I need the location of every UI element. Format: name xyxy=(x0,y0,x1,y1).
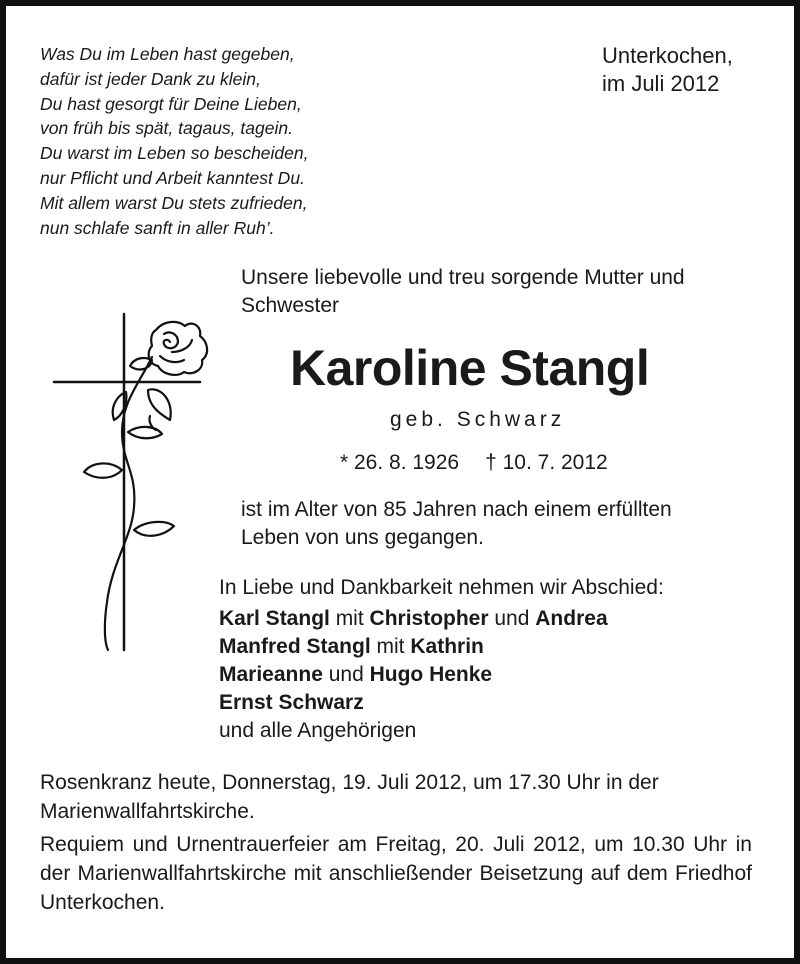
poem-line: Was Du im Leben hast gegeben, xyxy=(40,44,295,64)
mourner-name: Ernst Schwarz xyxy=(219,691,364,714)
death-date: † 10. 7. 2012 xyxy=(485,451,608,474)
maiden-name: geb. Schwarz xyxy=(390,408,566,431)
rosary-notice: Rosenkranz heute, Donnerstag, 19. Juli 2012, um 17.30 Uhr in der Marienwallfahrtskirche. xyxy=(40,771,659,823)
connector: und xyxy=(322,663,370,686)
place-date xyxy=(602,42,733,98)
poem-line: von früh bis spät, tagaus, tagein. xyxy=(40,118,293,139)
connector: und xyxy=(488,607,536,630)
mourner-line: und alle Angehörigen xyxy=(219,719,417,742)
publication-date: im Juli 2012 xyxy=(602,71,720,96)
mourner-line xyxy=(219,689,608,717)
mourner-name: Marieanne xyxy=(219,663,323,686)
intro-text: Unsere liebevolle und treu sorgende Mutter und Schwester xyxy=(241,266,685,317)
birth-date: * 26. 8. 1926 xyxy=(340,451,460,474)
poem-line: nur Pflicht und Arbeit kanntest Du. xyxy=(40,167,305,188)
place-name: Unterkochen, xyxy=(602,43,733,68)
poem-line: nun schlafe sanft in aller Ruh’. xyxy=(40,217,275,238)
requiem-notice: Requiem und Urnentrauerfeier am Freitag, 20. Juli 2012, um 10.30 Uhr in der Marienwallfahrtskirche mit anschließender Beisetzung auf dem Friedhof Unterkochen. xyxy=(40,833,752,914)
mourner-name: Kathrin xyxy=(410,635,484,658)
poem-line: Mit allem warst Du stets zufrieden, xyxy=(40,192,308,213)
cross-with-rose-icon xyxy=(52,312,222,657)
connector: mit xyxy=(329,607,370,630)
poem-line: Du hast gesorgt für Deine Lieben, xyxy=(40,93,302,114)
mourner-name: Christopher xyxy=(369,607,489,630)
mourner-name: Karl Stangl xyxy=(219,607,330,630)
poem-line: Du warst im Leben so bescheiden, xyxy=(40,143,309,164)
deceased-name: Karoline Stangl xyxy=(290,340,650,396)
poem xyxy=(40,42,308,240)
mourner-name: Manfred Stangl xyxy=(219,635,371,658)
mourner-name: Hugo Henke xyxy=(369,663,493,686)
mourners-list xyxy=(219,605,608,745)
mourner-name: Andrea xyxy=(535,607,608,630)
age-text: ist im Alter von 85 Jahren nach einem erfüllten Leben von uns gegangen. xyxy=(241,498,672,549)
mourner-line xyxy=(219,661,608,689)
mourner-line xyxy=(219,633,608,661)
life-dates xyxy=(340,449,608,477)
connector: mit xyxy=(370,635,411,658)
mourner-line xyxy=(219,605,608,633)
poem-line: dafür ist jeder Dank zu klein, xyxy=(40,68,261,89)
farewell-intro: In Liebe und Dankbarkeit nehmen wir Abschied: xyxy=(219,576,664,599)
